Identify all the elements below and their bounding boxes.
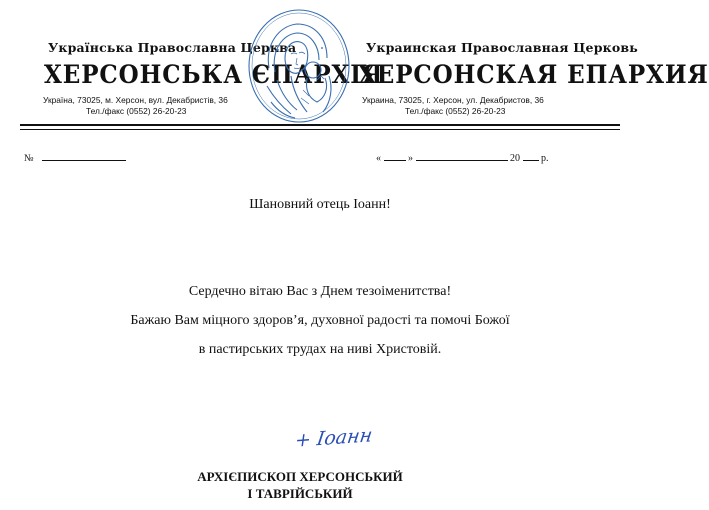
left-address: Україна, 73025, м. Херсон, вул. Декабристів, 36: [43, 95, 228, 105]
registry-date: [376, 151, 549, 164]
signature-title-line-2: І ТАВРІЙСЬКИЙ: [247, 486, 353, 501]
left-eparchy-title: ХЕРСОНСЬКА ЄПАРХІЯ: [44, 60, 384, 89]
date-close-quote: »: [408, 153, 413, 164]
year-suffix: р.: [541, 153, 549, 164]
right-church-name: Украинская Православная Церковь: [366, 40, 638, 55]
year-prefix: 20: [510, 153, 520, 164]
letter-line-3: в пастирських трудах на ниві Христовій.: [198, 342, 442, 357]
left-church-name: Українська Православна Церква: [48, 40, 297, 55]
header-rule-thick: [20, 124, 620, 126]
handwritten-signature: + Іоанн: [293, 424, 374, 452]
day-blank: [384, 151, 406, 161]
letter-line-2: Бажаю Вам міцного здоров’я, духовної радості та помочі Божої: [130, 313, 510, 328]
date-open-quote: «: [376, 153, 381, 164]
right-address: Украина, 73025, г. Херсон, ул. Декабристов, 36: [362, 95, 544, 105]
header-rule-thin: [20, 129, 620, 130]
right-phone: Тел./факс (0552) 26-20-23: [405, 106, 506, 116]
year-blank: [523, 151, 539, 161]
month-blank: [416, 151, 508, 161]
registry-number: [24, 151, 126, 164]
number-blank: [42, 151, 126, 161]
right-eparchy-title: ХЕРСОНСКАЯ ЕПАРХИЯ: [358, 60, 709, 89]
theotokos-icon: [247, 6, 351, 126]
signature-title-line-1: АРХІЄПИСКОП ХЕРСОНСЬКИЙ: [197, 469, 403, 484]
letter-line-1: Сердечно вітаю Вас з Днем тезоіменитства!: [188, 284, 452, 299]
left-phone: Тел./факс (0552) 26-20-23: [86, 106, 187, 116]
salutation: Шановний отець Іоанн!: [249, 197, 391, 212]
number-label: №: [24, 153, 34, 164]
